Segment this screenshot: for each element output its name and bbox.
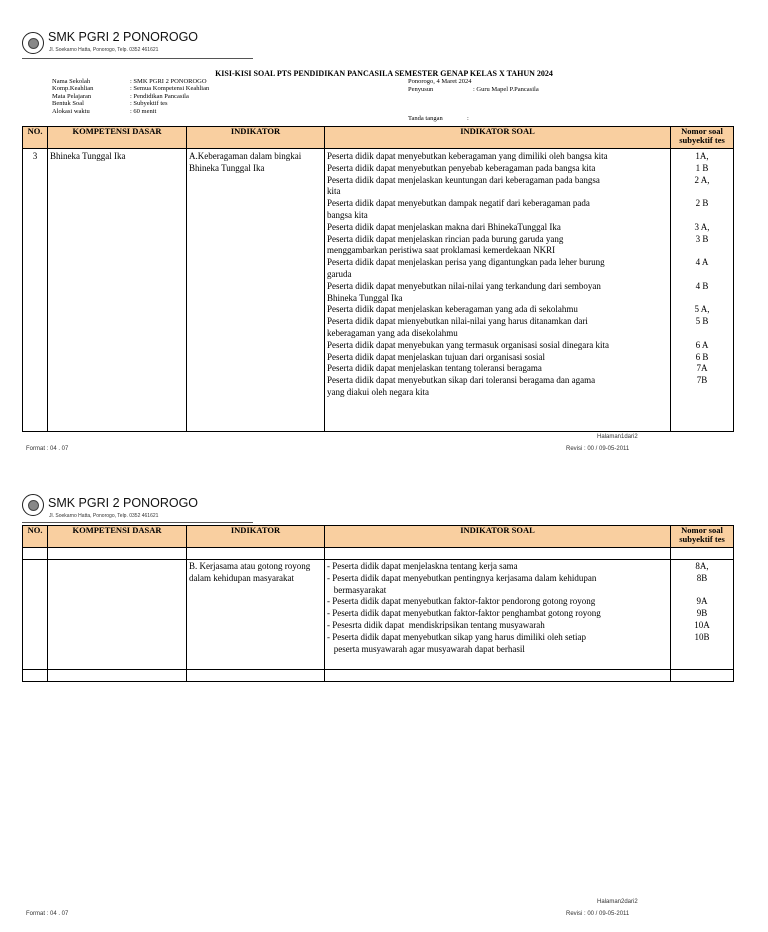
nomor-soal-line: 2 B <box>695 198 709 209</box>
indikator-soal-line: Peserta didik dapat menyebutkan penyebab keberagaman pada bangsa kita <box>327 162 596 173</box>
page-number: Halaman2dari2 <box>597 899 638 905</box>
indikator-soal-line: garuda <box>327 268 352 279</box>
table-row-empty <box>23 548 734 560</box>
school-name: SMK PGRI 2 PONOROGO <box>48 30 199 44</box>
col-header-indikator-soal: INDIKATOR SOAL <box>325 526 671 548</box>
nomor-soal-line: 10A <box>694 619 710 630</box>
indikator-soal-line: - Pesesrta didik dapat mendiskripsikan tentang musyawarah <box>327 619 545 630</box>
indikator-soal-line: Peserta didik dapat menjelaskan tujuan dari organisasi sosial <box>327 351 546 362</box>
indikator-soal-line: Peserta didik dapat menjelaskan rincian pada burung garuda yang <box>327 233 564 244</box>
table-header-row <box>23 526 734 548</box>
ttd-label: Tanda tangan <box>408 115 443 122</box>
document-title: KISI-KISI SOAL PTS PENDIDIKAN PANCASILA SEMESTER GENAP KELAS X TAHUN 2024 <box>215 69 553 78</box>
indikator-soal-line: kita <box>327 186 341 197</box>
indikator-soal-line: - Peserta didik dapat menyebutkan pentingnya kerjasama dalam kehidupan <box>327 572 597 583</box>
indikator-soal-line: Peserta didik dapat menyebutkan keberagaman yang dimiliki oleh bangsa kita <box>327 151 608 161</box>
meta-date: Ponorogo, 4 Maret 2024 <box>408 78 472 85</box>
nomor-soal-line: 7B <box>696 375 708 386</box>
indikator-soal-list <box>327 561 668 655</box>
nomor-soal-line: 7A <box>696 363 708 374</box>
row-nomor-soal <box>671 560 734 670</box>
nomor-soal-line: 4 B <box>695 280 709 291</box>
row-nomor-soal <box>671 149 734 432</box>
nomor-soal-line: 9B <box>696 608 708 619</box>
nomor-soal-line: 1 B <box>695 162 709 173</box>
row-no <box>23 560 48 670</box>
kisi-kisi-table-page1 <box>22 126 734 432</box>
empty-cell <box>23 670 48 682</box>
meta-label: Komp.Keahlian <box>52 85 94 93</box>
empty-cell <box>187 670 325 682</box>
nomor-soal-line <box>673 293 731 305</box>
nomor-soal-line <box>673 387 731 399</box>
row-no: 3 <box>23 149 48 432</box>
ttd-value: : <box>467 115 469 122</box>
nomor-soal-line <box>673 585 731 597</box>
indikator-soal-line: - Peserta didik dapat menyebutkan faktor-faktor penghambat gotong royong <box>327 608 601 619</box>
format-code: Format : 04 . 07 <box>26 911 69 917</box>
meta-label: Bentuk Soal <box>52 100 84 108</box>
table-row <box>23 149 734 432</box>
indikator-soal-line: Peserta didik dapat menjelaskan perisa yang digantungkan pada leher burung <box>327 257 605 268</box>
header-divider <box>22 522 253 523</box>
row-indikator: B. Kerjasama atau gotong royong dalam kehidupan masyarakat <box>187 560 325 670</box>
col-header-indikator: INDIKATOR <box>187 526 325 548</box>
nomor-soal-line: 3 B <box>695 233 709 244</box>
table-header-row <box>23 127 734 149</box>
revision-info: Revisi : 00 / 09-05-2011 <box>566 911 630 917</box>
nomor-soal-line: 4 A <box>695 257 709 268</box>
empty-cell <box>48 548 187 560</box>
indikator-soal-line: Peserta didik dapat menjelaskan tentang toleransi beragama <box>327 363 542 374</box>
school-address: Jl. Soekarno Hatta, Ponorogo, Telp. 0352 461621 <box>49 513 159 519</box>
meta-value: : Pendidikan Pancasila <box>130 92 189 100</box>
kisi-kisi-table-page2 <box>22 525 734 682</box>
col-header-kd: KOMPETENSI DASAR <box>48 127 187 149</box>
indikator-soal-line: menggambarkan peristiwa saat proklamasi kemerdekaan NKRI <box>327 245 556 256</box>
table-row-empty <box>23 670 734 682</box>
indikator-soal-line: peserta musyawarah agar musyawarah dapat berhasil <box>327 643 525 654</box>
row-indikator-soal <box>325 149 671 432</box>
indikator-soal-line: keberagaman yang ada disekolahmu <box>327 327 458 338</box>
nomor-soal-line: 9A <box>696 596 708 607</box>
empty-cell <box>325 670 671 682</box>
nomor-soal-line: 3 A, <box>694 221 710 232</box>
meta-label: Nama Sekolah <box>52 78 91 85</box>
meta-left <box>52 78 210 115</box>
indikator-soal-line: Peserta didik dapat menjelaskan keuntungan dari keberagaman pada bangsa <box>327 174 600 185</box>
meta-label: Alokasi waktu <box>52 107 90 115</box>
table-row <box>23 560 734 670</box>
nomor-soal-list <box>673 561 731 655</box>
meta-tanda-tangan <box>408 115 469 122</box>
empty-cell <box>325 548 671 560</box>
indikator-soal-line: - Peserta didik dapat menyebutkan sikap yang harus dimiliki oleh setiap <box>327 631 586 642</box>
nomor-soal-line: 5 A, <box>694 304 710 315</box>
penyusun-label: Penyusun <box>408 86 434 93</box>
empty-cell <box>671 670 734 682</box>
indikator-soal-line: - Peserta didik dapat menjelaskna tentang kerja sama <box>327 561 518 571</box>
nomor-soal-line <box>673 210 731 222</box>
meta-value: : SMK PGRI 2 PONOROGO <box>130 78 207 85</box>
header-divider <box>22 58 253 59</box>
indikator-soal-line: Peserta didik dapat menjelaskan keberagaman yang ada di sekolahmu <box>327 304 578 315</box>
school-address: Jl. Soekarno Hatta, Ponorogo, Telp. 0352 461621 <box>49 47 159 53</box>
empty-cell <box>23 548 48 560</box>
nomor-soal-line <box>673 328 731 340</box>
col-header-nomor-soal: Nomor soal subyektif tes <box>671 526 734 548</box>
nomor-soal-line: 5 B <box>695 316 709 327</box>
row-indikator: A.Keberagaman dalam bingkai Bhineka Tunggal Ika <box>187 149 325 432</box>
nomor-soal-line <box>673 269 731 281</box>
indikator-soal-line: Peserta didik dapat menyebutkan nilai-nilai yang terkandung dari semboyan <box>327 280 601 291</box>
row-kompetensi-dasar: Bhineka Tunggal Ika <box>48 149 187 432</box>
indikator-soal-line: - Peserta didik dapat menyebutkan faktor-faktor pendorong gotong royong <box>327 596 596 607</box>
meta-value: : 60 menit <box>130 107 157 115</box>
empty-cell <box>671 548 734 560</box>
indikator-soal-line: Bhineka Tunggal Ika <box>327 292 403 303</box>
revision-info: Revisi : 00 / 09-05-2011 <box>566 446 630 452</box>
nomor-soal-line <box>673 245 731 257</box>
school-name: SMK PGRI 2 PONOROGO <box>48 496 199 510</box>
nomor-soal-line: 6 B <box>695 351 709 362</box>
col-header-kd: KOMPETENSI DASAR <box>48 526 187 548</box>
indikator-soal-line: Peserta didik dapat menyebutkan dampak negatif dari keberagaman pada <box>327 198 590 209</box>
empty-cell <box>187 548 325 560</box>
nomor-soal-line: 6 A <box>695 339 709 350</box>
col-header-nomor-soal: Nomor soal subyektif tes <box>671 127 734 149</box>
indikator-soal-line: Peserta didik dapat menyebukan yang termasuk organisasi sosial dinegara kita <box>327 339 610 350</box>
nomor-soal-line <box>673 186 731 198</box>
meta-value: : Subyektif tes <box>130 100 168 108</box>
meta-penyusun <box>408 86 539 93</box>
indikator-soal-line: Peserta didik dapat menyebutkan sikap dari toleransi beragama dan agama <box>327 375 596 386</box>
indikator-soal-list <box>327 151 668 399</box>
school-logo <box>22 32 44 54</box>
empty-cell <box>48 670 187 682</box>
nomor-soal-list <box>673 151 731 399</box>
format-code: Format : 04 . 07 <box>26 446 69 452</box>
nomor-soal-line: 8B <box>696 572 708 583</box>
col-header-no: NO. <box>23 526 48 548</box>
col-header-no: NO. <box>23 127 48 149</box>
row-kompetensi-dasar <box>48 560 187 670</box>
penyusun-value: : Guru Mapel P.Pancasila <box>473 86 539 93</box>
school-logo <box>22 494 44 516</box>
nomor-soal-line <box>673 644 731 656</box>
nomor-soal-line: 8A, <box>695 561 709 571</box>
col-header-indikator: INDIKATOR <box>187 127 325 149</box>
nomor-soal-line: 1A, <box>695 151 709 161</box>
nomor-soal-line: 10B <box>694 631 710 642</box>
col-header-indikator-soal: INDIKATOR SOAL <box>325 127 671 149</box>
nomor-soal-line: 2 A, <box>694 174 710 185</box>
indikator-soal-line: bermasyarakat <box>327 584 387 595</box>
row-indikator-soal <box>325 560 671 670</box>
indikator-soal-line: yang diakui oleh negara kita <box>327 386 429 397</box>
indikator-soal-line: bangsa kita <box>327 209 368 220</box>
meta-value: : Semua Kompetensi Keahlian <box>130 85 210 93</box>
page-number: Halaman1dari2 <box>597 434 638 440</box>
indikator-soal-line: Peserta didik dapat mienyebutkan nilai-nilai yang harus ditanamkan dari <box>327 316 588 327</box>
indikator-soal-line: Peserta didik dapat menjelaskan makna dari BhinekaTunggal Ika <box>327 221 561 232</box>
meta-label: Mata Pelajaran <box>52 92 92 100</box>
